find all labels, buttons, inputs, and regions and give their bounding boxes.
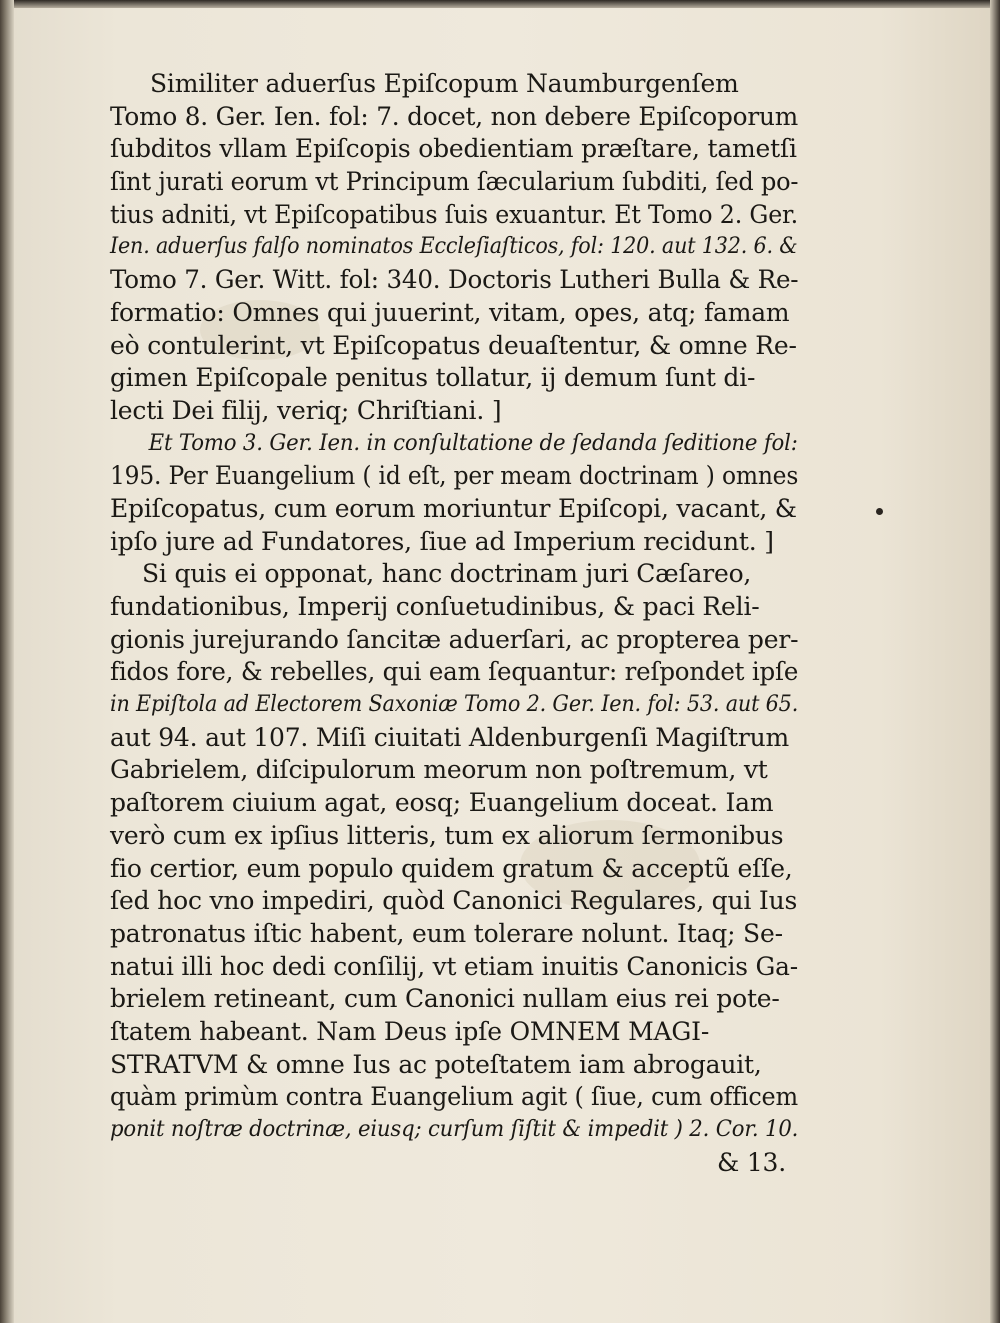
- text-line: natui illi hoc dedi conſilij, vt etiam inuitis Canonicis Ga-: [110, 951, 798, 981]
- text-line: lecti Dei filij, veriq; Chriſtiani. ]: [110, 395, 502, 425]
- text-line: gimen Epiſcopale penitus tollatur, ij demum ſunt di-: [110, 363, 756, 393]
- page-binding-edge: [0, 0, 14, 1323]
- text-line: Similiter aduerſus Epiſcopum Naumburgenſem: [150, 69, 739, 98]
- text-line: 195. Per Euangelium ( id eſt, per meam doctrinam ) omnes: [110, 461, 799, 491]
- body-text: [110, 68, 800, 1179]
- text-line: aut 94. aut 107. Miſi ciuitati Aldenburgenſi Magiſtrum: [110, 722, 789, 752]
- text-line: brielem retineant, cum Canonici nullam eius rei pote-: [110, 984, 780, 1014]
- text-line: paſtorem ciuium agat, eosq; Euangelium doceat. Iam: [110, 788, 774, 818]
- text-line: fidos fore, & rebelles, qui eam ſequantur: reſpondet ipſe: [110, 657, 799, 687]
- text-line: Et Tomo 3. Ger. Ien. in conſultatione de ſedanda ſeditione fol:: [148, 430, 798, 456]
- text-line: ſubditos vllam Epiſcopis obedientiam præſtare, tametſi: [110, 134, 797, 164]
- text-line: Si quis ei opponat, hanc doctrinam juri Cæſareo,: [142, 559, 752, 589]
- text-line: ponit noſtræ doctrinæ, eiusq; curſum ſiſtit & impedit ) 2. Cor. 10.: [110, 1117, 799, 1142]
- text-line: ſtatem habeant. Nam Deus ipſe OMNEM MAGI-: [110, 1016, 710, 1046]
- text-line: Tomo 8. Ger. Ien. fol: 7. docet, non debere Epiſcoporum: [110, 101, 798, 131]
- text-line: in Epiſtola ad Electorem Saxoniæ Tomo 2. Ger. Ien. fol: 53. aut 65.: [110, 692, 799, 718]
- text-line: Tomo 7. Ger. Witt. fol: 340. Doctoris Lutheri Bulla & Re-: [110, 265, 799, 295]
- text-line: fundationibus, Imperij conſuetudinibus, & paci Reli-: [110, 592, 760, 621]
- text-line: formatio: Omnes qui juuerint, vitam, opes, atq; famam: [110, 297, 790, 327]
- text-line: tius adniti, vt Epiſcopatibus ſuis exuantur. Et Tomo 2. Ger.: [110, 199, 798, 229]
- text-line: ſed hoc vno impediri, quòd Canonici Regulares, qui Ius: [110, 886, 798, 916]
- text-line: eò contulerint, vt Epiſcopatus deuaſtentur, & omne Re-: [110, 330, 797, 360]
- text-line: Ien. aduerſus falſo nominatos Eccleſiaſticos, fol: 120. aut 132. 6. &: [110, 234, 798, 260]
- text-line: quàm primùm contra Euangelium agit ( ſiue, cum officem: [110, 1082, 798, 1112]
- text-line: STRATVM & omne Ius ac poteſtatem iam abrogauit,: [110, 1049, 762, 1079]
- page-right-edge: [990, 0, 1000, 1323]
- margin-ink-dot: [876, 508, 883, 515]
- text-line: verò cum ex ipſius litteris, tum ex aliorum ſermonibus: [110, 820, 784, 850]
- text-line: & 13.: [717, 1147, 786, 1177]
- text-line: ipſo jure ad Fundatores, ſiue ad Imperium recidunt. ]: [110, 526, 774, 556]
- text-line: gionis jurejurando ſancitæ aduerſari, ac propterea per-: [110, 624, 799, 654]
- text-line: ſint jurati eorum vt Principum ſæcularium ſubditi, ſed po-: [110, 167, 799, 197]
- page-top-edge: [0, 0, 1000, 8]
- text-line: Epiſcopatus, cum eorum moriuntur Epiſcopi, vacant, &: [110, 493, 797, 523]
- text-line: patronatus iſtic habent, eum tolerare nolunt. Itaq; Se-: [110, 918, 783, 948]
- text-line: fio certior, eum populo quidem gratum & acceptũ eſſe,: [110, 853, 793, 883]
- text-line: Gabrielem, diſcipulorum meorum non poſtremum, vt: [110, 755, 768, 785]
